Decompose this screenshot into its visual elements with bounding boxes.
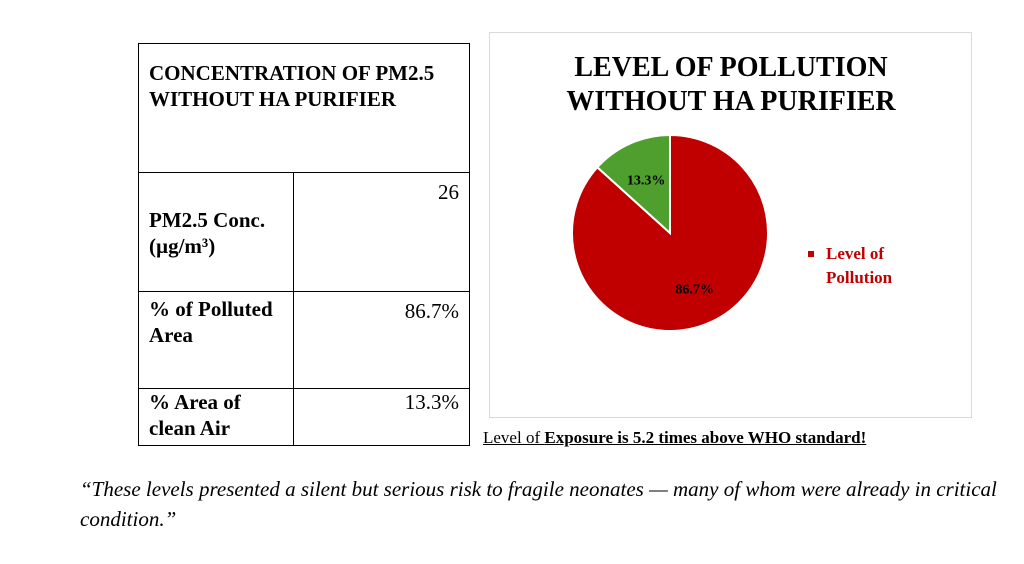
table-row (139, 173, 470, 292)
pie-slice-label-0: 86.7% (675, 282, 714, 298)
pie-slices (572, 135, 768, 331)
table-row (139, 292, 470, 389)
pie-slice-label-1: 13.3% (626, 173, 666, 189)
row-label-clean-air: % Area of clean Air (139, 389, 294, 446)
chart-legend (808, 244, 893, 287)
row-value-polluted-area: 86.7% (294, 292, 470, 389)
exposure-caption (483, 427, 866, 449)
table-title: CONCENTRATION OF PM2.5 WITHOUT HA PURIFIER (139, 44, 470, 173)
legend-label-line-0: Level of (826, 244, 885, 263)
caption-prefix: Level of (483, 428, 545, 447)
row-label-pm25-conc: PM2.5 Conc. (µg/m³) (139, 173, 294, 292)
pie-chart-frame (489, 32, 972, 418)
legend-label-line-1: Pollution (826, 268, 893, 287)
caption-emphasis: Exposure is 5.2 times above WHO standard! (544, 428, 867, 447)
pie-chart (490, 33, 973, 419)
table-title-row (139, 44, 470, 173)
legend-swatch-0 (808, 251, 814, 257)
chart-title-line-2: WITHOUT HA PURIFIER (566, 86, 896, 117)
row-label-polluted-area: % of Polluted Area (139, 292, 294, 389)
chart-title-line-1: LEVEL OF POLLUTION (574, 52, 888, 83)
row-value-pm25-conc: 26 (294, 173, 470, 292)
table-row (139, 389, 470, 446)
row-value-clean-air: 13.3% (294, 389, 470, 446)
quote-text: “These levels presented a silent but serious risk to fragile neonates — many of whom were already in critical condition.” (80, 477, 997, 531)
pm25-table (138, 43, 470, 446)
